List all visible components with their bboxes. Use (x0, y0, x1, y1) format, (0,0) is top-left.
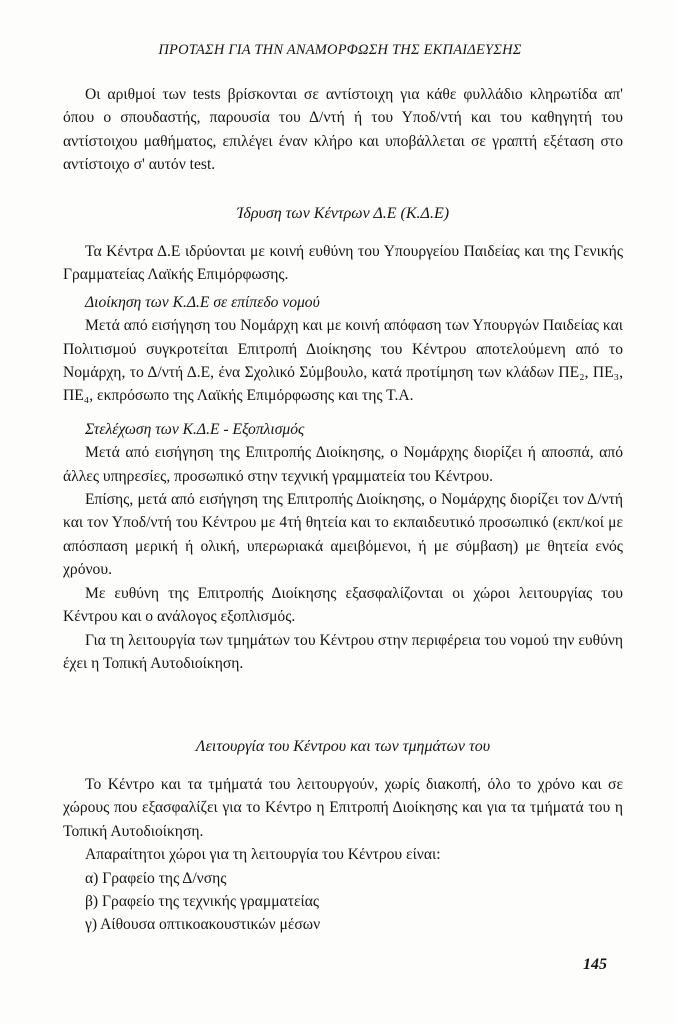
page-number: 145 (583, 956, 607, 973)
intro-block (63, 83, 623, 177)
section-heading-operation: Λειτουργία του Κέντρου και των τμημάτων του (195, 738, 491, 755)
list-item: β) Γραφείο της τεχνικής γραμματείας (85, 893, 320, 911)
list-item: γ) Αίθουσα οπτικοακουστικών μέσων (85, 916, 321, 934)
required-spaces-intro: Απαραίτητοι χώροι για τη λειτουργία του Κέντρου είναι: (85, 846, 441, 864)
staffing-paragraph-2: Επίσης, μετά από εισήγηση της Επιτροπής Διοίκησης, ο Νομάρχης διορίζει τον Δ/ντή και τον Υποδ/ντή του Κέντρου με 4τή θητεία και το εκπαιδευτικό προσωπικό (εκπ/κοί με απόσπαση μερική ή ολική, υπερωριακά αμειβόμενοι, ή με σύμβαση) με θητεία ενός χρόνου. (63, 491, 623, 579)
staffing-paragraph-4: Για τη λειτουργία των τμημάτων του Κέντρου στην περιφέρεια του νομού την ευθύνη έχει η Τοπική Αυτοδιοίκηση. (63, 631, 623, 672)
intro-paragraph: Οι αριθμοί των tests βρίσκονται σε αντίστοιχη για κάθε φυλλάδιο κληρωτίδα απ' όπου ο σπουδαστής, παρουσία του Δ/ντή ή του Υποδ/ντή και του καθηγητή του αντίστοιχου μαθήματος, επιλέγει έναν κλήρο και υποβάλλεται σε γραπτή εξέταση στο αντίστοιχο σ' αυτόν test. (63, 86, 623, 174)
staffing-paragraph-1: Μετά από εισήγηση της Επιτροπής Διοίκησης, ο Νομάρχης διορίζει ή αποσπά, από άλλες υπηρεσίες, προσωπικό στην τεχνική γραμματεία του Κέντρου. (63, 444, 623, 485)
list-item: α) Γραφείο της Δ/νσης (85, 869, 227, 887)
staffing-paragraph-3: Με ευθύνη της Επιτροπής Διοίκησης εξασφαλίζονται οι χώροι λειτουργίας του Κέντρου και ο ανάλογος εξοπλισμός. (63, 584, 623, 626)
founding-paragraph: Τα Κέντρα Δ.Ε ιδρύονται με κοινή ευθύνη του Υπουργείου Παιδείας και της Γενικής Γραμματείας Λαϊκής Επιμόρφωσης. (63, 243, 623, 284)
running-header: ΠΡΟΤΑΣΗ ΓΙΑ ΤΗΝ ΑΝΑΜΟΡΦΩΣΗ ΤΗΣ ΕΚΠΑΙΔΕΥΣΗΣ (158, 42, 522, 58)
administration-paragraph: Μετά από εισήγηση του Νομάρχη και με κοινή απόφαση των Υπουργών Παιδείας και Πολιτισμού συγκροτείται Επιτροπή Διοίκησης του Κέντρου αποτελούμενη από το Νομάρχη, το Δ/ντή Δ.Ε, ένα Σχολικό Σύμβουλο, κατά προτίμηση των κλάδων ΠΕ₂, ΠΕ₃, ΠΕ₄, εκπρόσωπο της Λαϊκής Επιμόρφωσης και της Τ.Α. (63, 317, 623, 405)
operation-paragraph: Το Κέντρο και τα τμήματά του λειτουργούν, χωρίς διακοπή, όλο το χρόνο και σε χώρους που εξασφαλίζει για το Κέντρο η Επιτροπή Διοίκησης και για τα τμήματά του η Τοπική Αυτοδιοίκηση. (63, 776, 623, 840)
section-founding-body (63, 240, 623, 675)
section-heading-founding: Ίδρυση των Κέντρων Δ.Ε (Κ.Δ.Ε) (236, 205, 450, 222)
subheading-administration: Διοίκηση των Κ.Δ.Ε σε επίπεδο νομού (85, 293, 320, 311)
section-operation-body (63, 773, 623, 937)
subheading-staffing: Στελέχωση των Κ.Δ.Ε - Εξοπλισμός (85, 420, 305, 438)
